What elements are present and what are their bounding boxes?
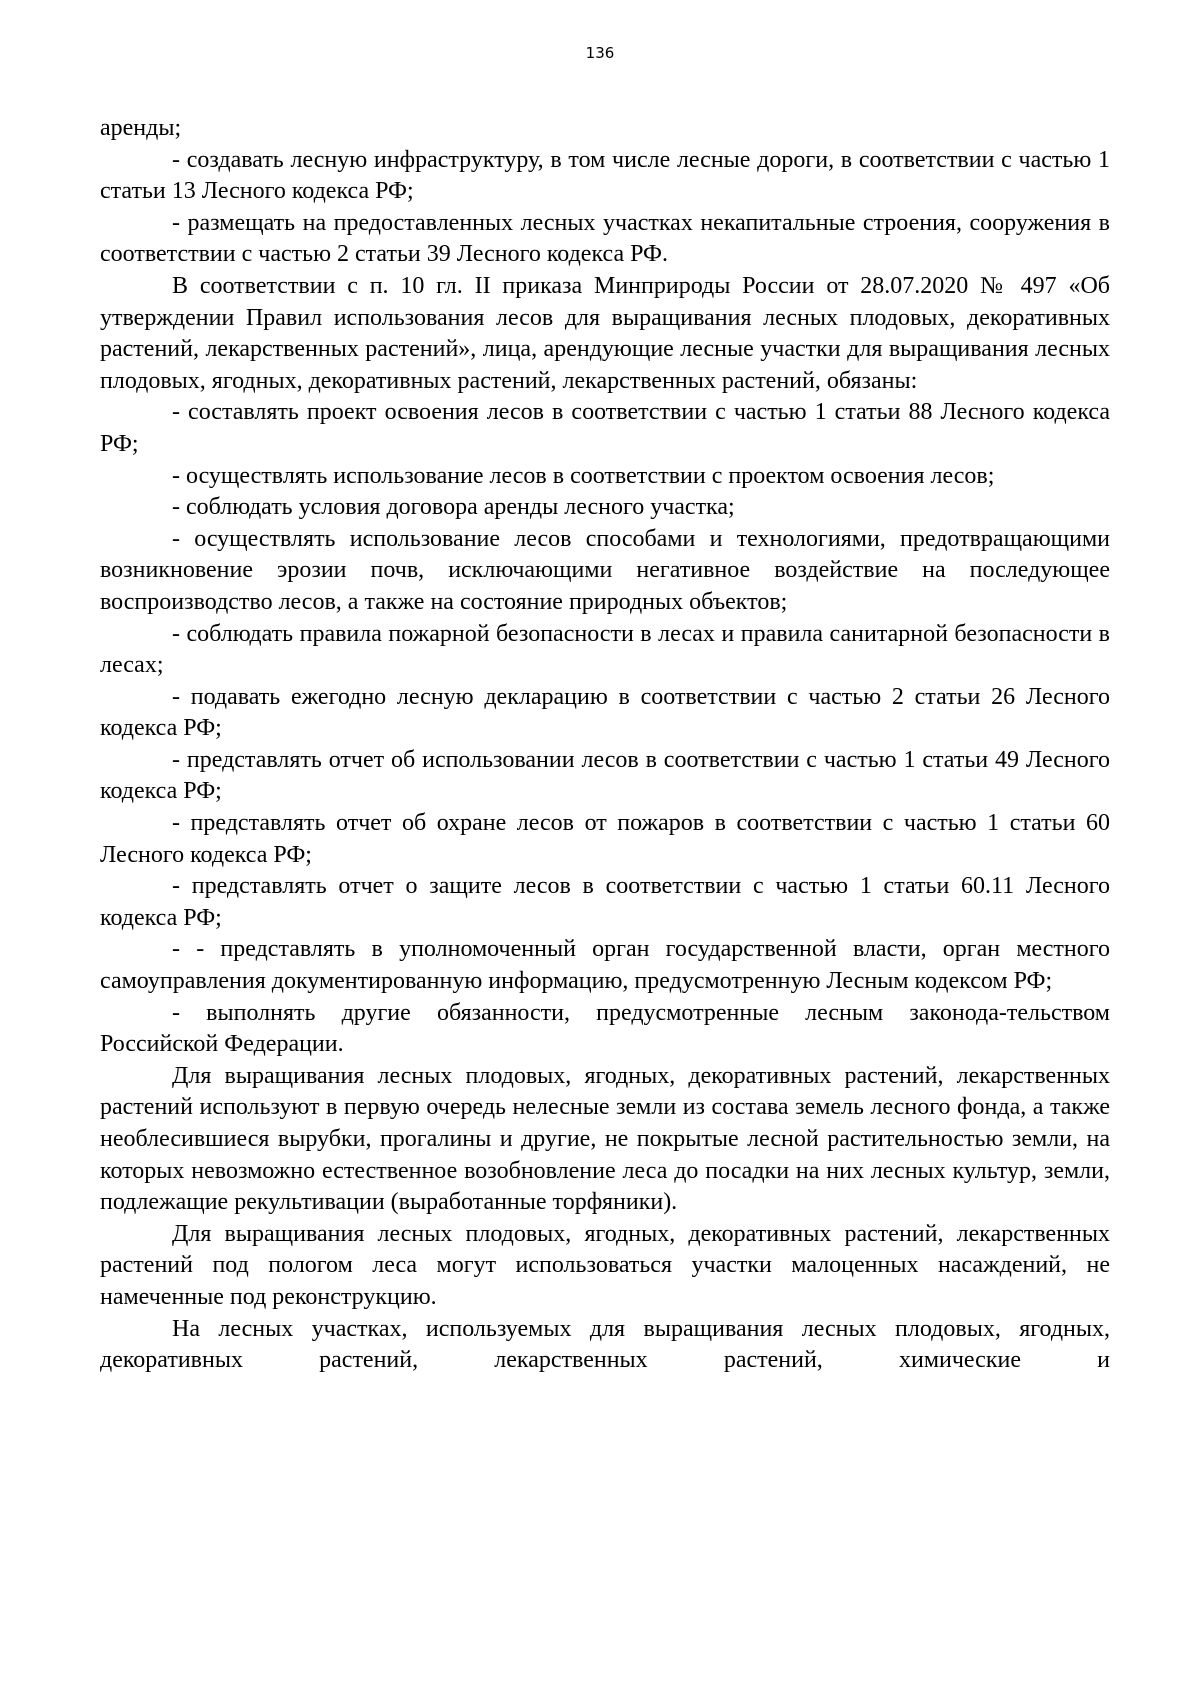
list-item-fire-report: - представлять отчет об охране лесов от пожаров в соответствии с частью 1 статьи 60 Лесного кодекса РФ; [100,810,1110,868]
list-item-structures: - размещать на предоставленных лесных участках некапитальные строения, сооружения в соответствии с частью 2 статьи 39 Лесного кодекса РФ. [100,209,1110,268]
paragraph-order-reference: В соответствии с п. 10 гл. II приказа Минприроды России от 28.07.2020 № 497 «Об утверждении Правил использования лесов для выращивания лесных плодовых, декоративных растений, лекарственных растений», лица, арендующие лесные участки для выращивания лесных плодовых, ягодных, декоративных растений, лекарственных растений, обязаны: [100,272,1110,394]
document-body [100,113,1110,1377]
paragraph-canopy: Для выращивания лесных плодовых, ягодных, декоративных растений, лекарственных растений под пологом леса могут использоваться участки малоценных насаждений, не намеченные под реконструкцию. [100,1220,1110,1310]
paragraph-chemicals: На лесных участках, используемых для выращивания лесных плодовых, ягодных, декоративных растений, лекарственных растений, химические и [100,1315,1110,1374]
list-item-forest-use: - осуществлять использование лесов в соответствии с проектом освоения лесов; [172,462,995,489]
list-item-lease-terms: - соблюдать условия договора аренды лесного участка; [172,494,735,521]
list-item-fire-safety: - соблюдать правила пожарной безопасности в лесах и правила санитарной безопасности в лесах; [100,620,1110,679]
list-item-declaration: - подавать ежегодно лесную декларацию в соответствии с частью 2 статьи 26 Лесного кодекса РФ; [100,683,1110,742]
list-item-usage-report: - представлять отчет об использовании лесов в соответствии с частью 1 статьи 49 Лесного кодекса РФ; [100,746,1110,805]
paragraph-land-use: Для выращивания лесных плодовых, ягодных, декоративных растений, лекарственных растений используют в первую очередь нелесные земли из состава земель лесного фонда, а также необлесившиеся вырубки, прогалины и другие, не покрытые лесной растительностью земли, на которых невозможно естественное возобновление леса до посадки на них лесных культур, земли, подлежащие рекультивации (выработанные торфяники). [100,1062,1110,1216]
list-item-information: - - представлять в уполномоченный орган государственной власти, орган местного самоуправления документированную информацию, предусмотренную Лесным кодексом РФ; [100,936,1110,995]
list-item-infrastructure: - создавать лесную инфраструктуру, в том числе лесные дороги, в соответствии с частью 1 статьи 13 Лесного кодекса РФ; [100,146,1110,205]
list-item-other-duties: - выполнять другие обязанности, предусмотренные лесным законода-тельством Российской Федерации. [100,999,1110,1058]
list-item-methods: - осуществлять использование лесов способами и технологиями, предотвращающими возникновение эрозии почв, исключающими негативное воздействие на последующее воспроизводство лесов, а также на состояние природных объектов; [100,525,1110,615]
page-number: 136 [585,44,615,62]
list-item-project: - составлять проект освоения лесов в соответствии с частью 1 статьи 88 Лесного кодекса РФ; [100,399,1110,457]
list-item-protection-report: - представлять отчет о защите лесов в соответствии с частью 1 статьи 60.11 Лесного кодекса РФ; [100,873,1110,931]
paragraph-continuation: аренды; [100,115,182,141]
